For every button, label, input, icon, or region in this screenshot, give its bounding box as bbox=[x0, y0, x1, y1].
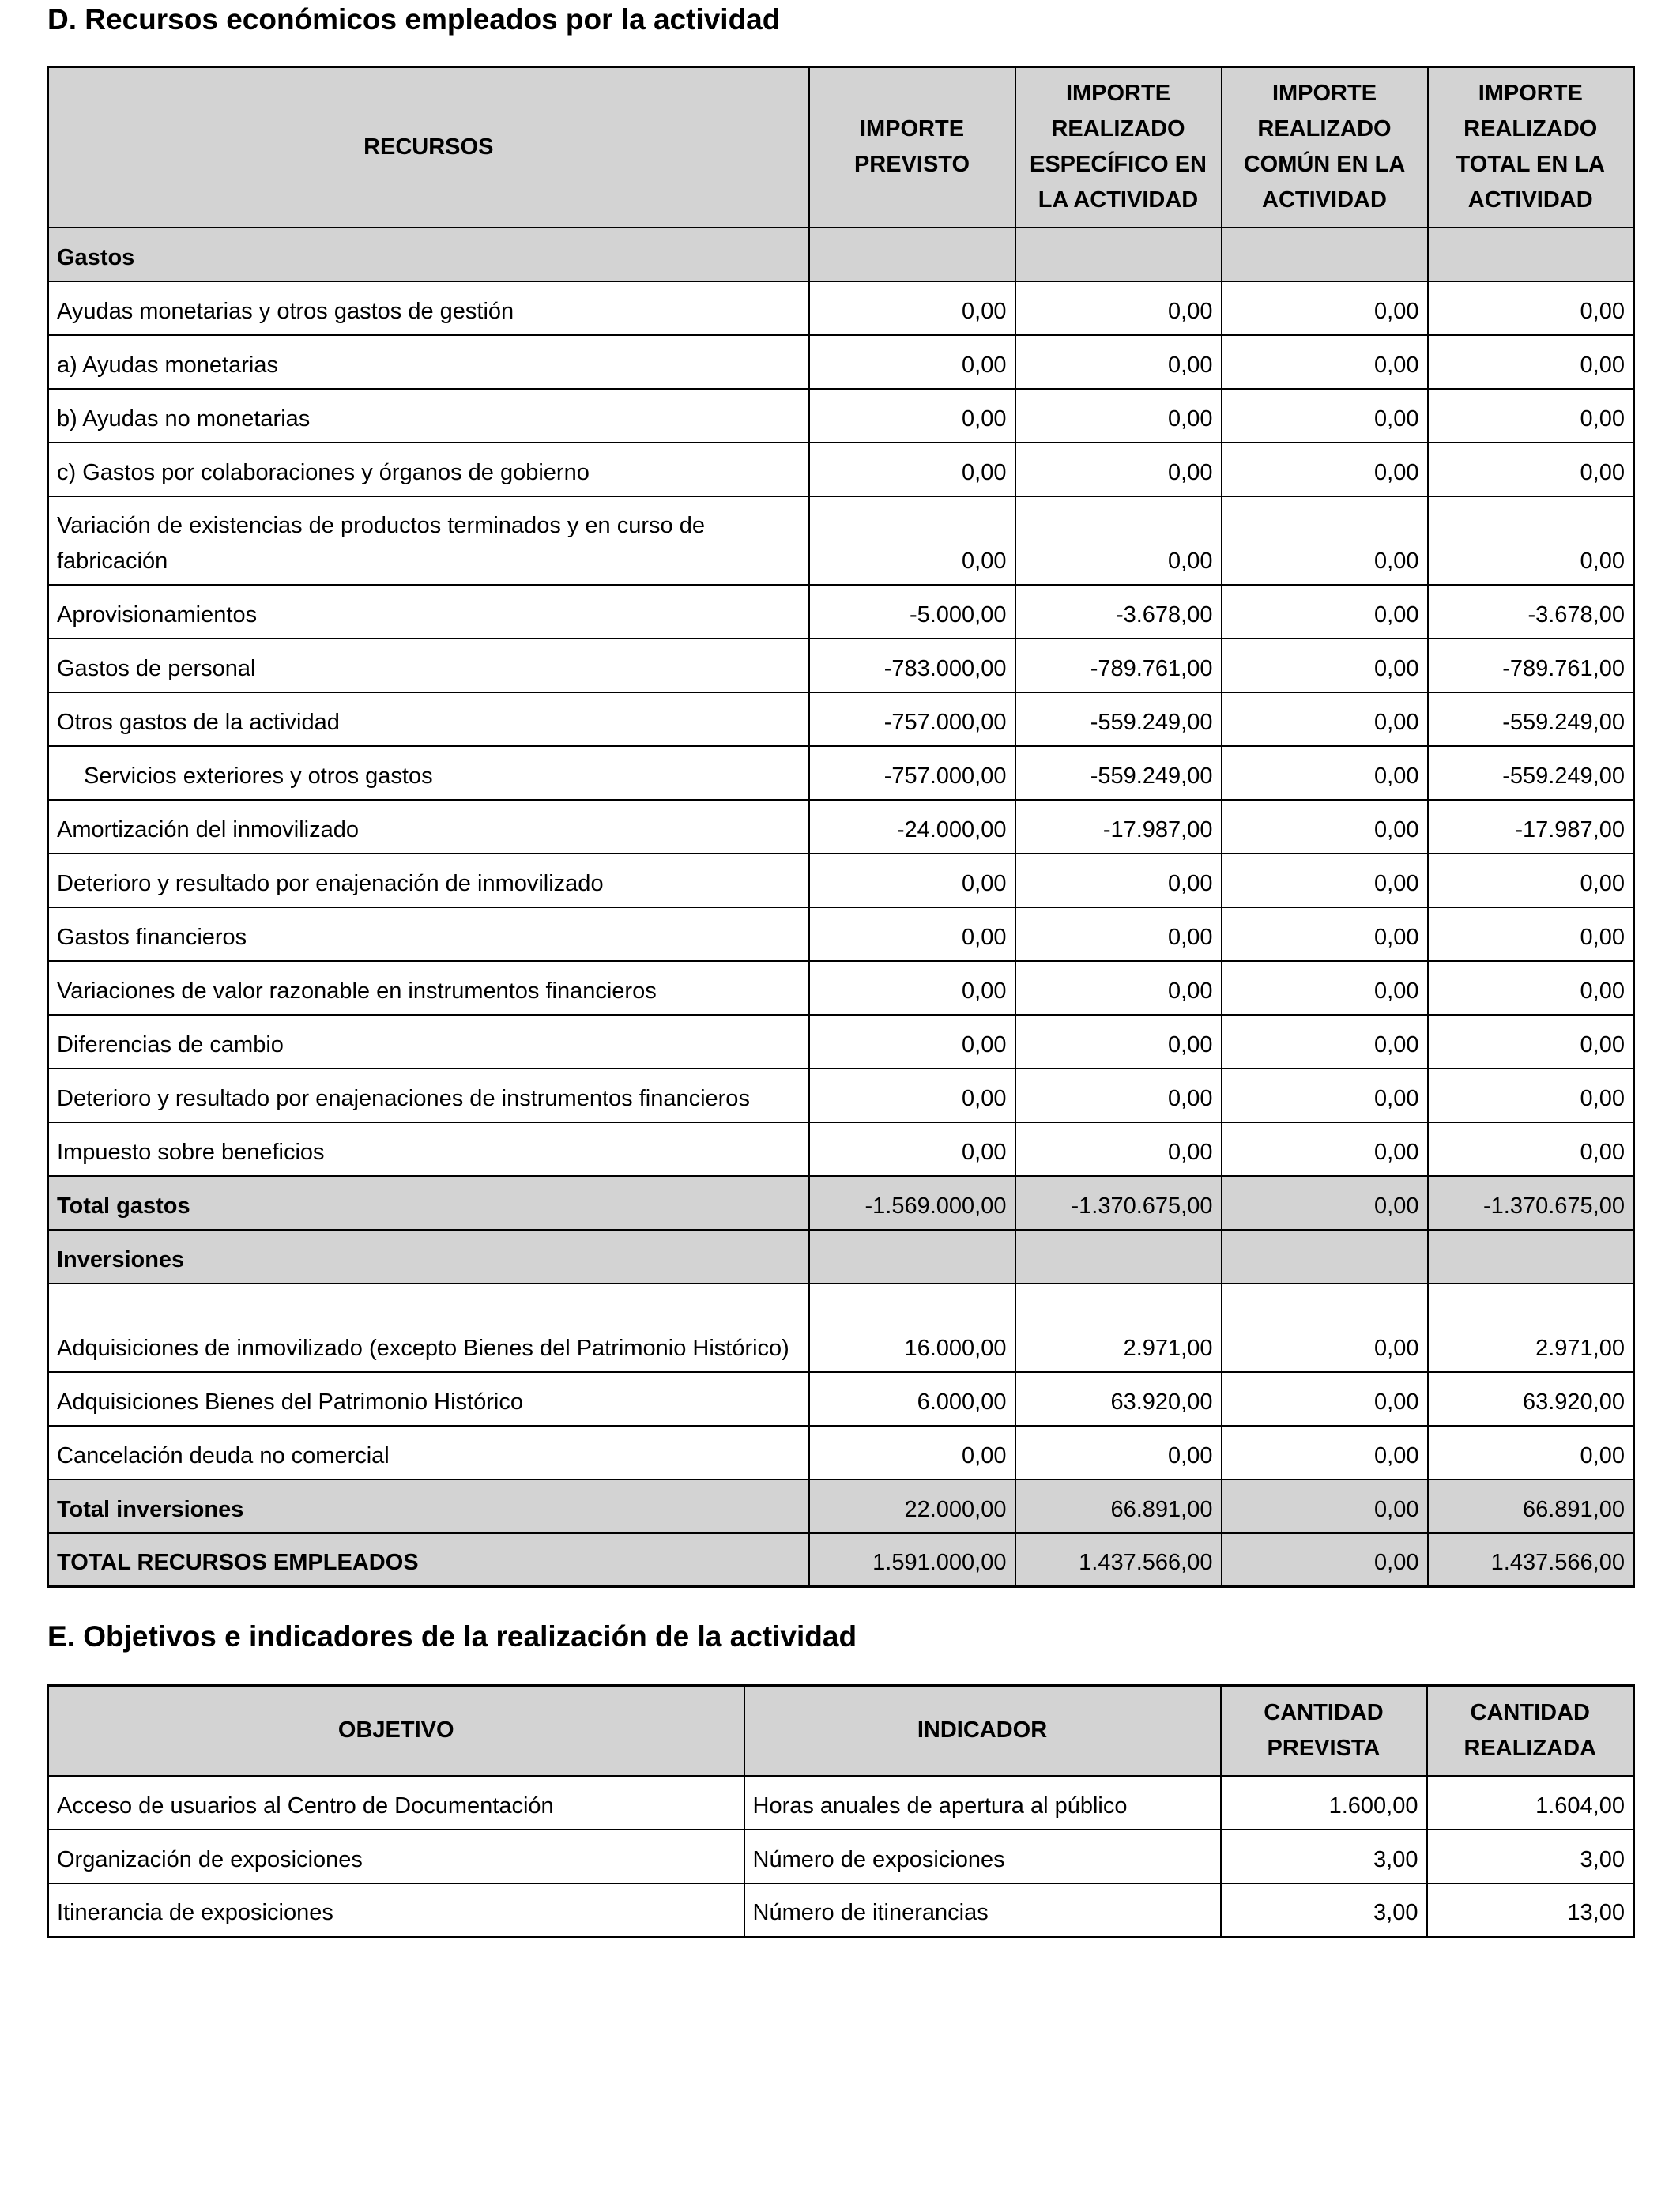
table-row bbox=[48, 1372, 1634, 1426]
objectives-table bbox=[47, 1684, 1635, 1938]
table-row bbox=[48, 335, 1634, 389]
amount-cell: 0,00 bbox=[1222, 1480, 1428, 1533]
amount-cell: 66.891,00 bbox=[1015, 1480, 1222, 1533]
amount-cell: 0,00 bbox=[1222, 1069, 1428, 1122]
table-row bbox=[48, 389, 1634, 443]
amount-cell: 0,00 bbox=[1222, 907, 1428, 961]
amount-cell: -24.000,00 bbox=[809, 800, 1015, 854]
amount-cell: -1.370.675,00 bbox=[1015, 1176, 1222, 1230]
row-label: Adquisiciones Bienes del Patrimonio Histórico bbox=[48, 1372, 809, 1426]
amount-cell: 0,00 bbox=[1015, 1015, 1222, 1069]
row-label: TOTAL RECURSOS EMPLEADOS bbox=[48, 1533, 809, 1587]
row-label: Deterioro y resultado por enajenación de inmovilizado bbox=[48, 854, 809, 907]
table-row bbox=[48, 1069, 1634, 1122]
amount-cell: -559.249,00 bbox=[1015, 746, 1222, 800]
actual-quantity-cell: 1.604,00 bbox=[1427, 1776, 1634, 1830]
amount-cell: 0,00 bbox=[809, 335, 1015, 389]
amount-cell bbox=[1222, 1230, 1428, 1284]
resources-header-row bbox=[48, 67, 1634, 228]
amount-cell: 0,00 bbox=[809, 1015, 1015, 1069]
total-row bbox=[48, 1533, 1634, 1587]
amount-cell bbox=[809, 228, 1015, 281]
amount-cell: 0,00 bbox=[1428, 1122, 1634, 1176]
amount-cell: 0,00 bbox=[1222, 746, 1428, 800]
amount-cell: 0,00 bbox=[809, 907, 1015, 961]
table-row bbox=[48, 961, 1634, 1015]
row-label: a) Ayudas monetarias bbox=[48, 335, 809, 389]
amount-cell: 0,00 bbox=[809, 854, 1015, 907]
amount-cell: 0,00 bbox=[1015, 496, 1222, 585]
amount-cell: 0,00 bbox=[1428, 443, 1634, 496]
row-label: Inversiones bbox=[48, 1230, 809, 1284]
amount-cell: 0,00 bbox=[1015, 1069, 1222, 1122]
table-row bbox=[48, 281, 1634, 335]
amount-cell: 0,00 bbox=[809, 389, 1015, 443]
amount-cell: -1.569.000,00 bbox=[809, 1176, 1015, 1230]
amount-cell: 0,00 bbox=[1015, 335, 1222, 389]
row-label: b) Ayudas no monetarias bbox=[48, 389, 809, 443]
resources-table-body bbox=[48, 228, 1634, 1587]
header-importe-previsto: IMPORTE PREVISTO bbox=[809, 67, 1015, 228]
row-label: Deterioro y resultado por enajenaciones de instrumentos financieros bbox=[48, 1069, 809, 1122]
table-row bbox=[48, 443, 1634, 496]
header-importe-total: IMPORTE REALIZADO TOTAL EN LA ACTIVIDAD bbox=[1428, 67, 1634, 228]
header-importe-especifico: IMPORTE REALIZADO ESPECÍFICO EN LA ACTIVIDAD bbox=[1015, 67, 1222, 228]
amount-cell: -17.987,00 bbox=[1428, 800, 1634, 854]
amount-cell: 0,00 bbox=[1222, 1176, 1428, 1230]
table-row bbox=[48, 692, 1634, 746]
planned-quantity-cell: 3,00 bbox=[1221, 1883, 1427, 1937]
table-row bbox=[48, 1830, 1634, 1883]
amount-cell: 63.920,00 bbox=[1015, 1372, 1222, 1426]
actual-quantity-cell: 3,00 bbox=[1427, 1830, 1634, 1883]
objectives-table-body bbox=[48, 1776, 1634, 1937]
table-row bbox=[48, 639, 1634, 692]
planned-quantity-cell: 3,00 bbox=[1221, 1830, 1427, 1883]
amount-cell: 0,00 bbox=[809, 1122, 1015, 1176]
table-row bbox=[48, 907, 1634, 961]
row-label: Variación de existencias de productos terminados y en curso de fabricación bbox=[48, 496, 809, 585]
amount-cell: 0,00 bbox=[1428, 907, 1634, 961]
header-importe-comun: IMPORTE REALIZADO COMÚN EN LA ACTIVIDAD bbox=[1222, 67, 1428, 228]
header-cantidad-realizada: CANTIDAD REALIZADA bbox=[1427, 1686, 1634, 1776]
amount-cell: -1.370.675,00 bbox=[1428, 1176, 1634, 1230]
total-row bbox=[48, 1176, 1634, 1230]
header-indicador: INDICADOR bbox=[744, 1686, 1221, 1776]
amount-cell: 0,00 bbox=[1222, 639, 1428, 692]
table-row bbox=[48, 1015, 1634, 1069]
indicator-cell: Número de itinerancias bbox=[744, 1883, 1221, 1937]
amount-cell bbox=[1428, 1230, 1634, 1284]
amount-cell: 0,00 bbox=[1222, 1284, 1428, 1372]
amount-cell: 0,00 bbox=[1428, 1426, 1634, 1480]
row-label: Gastos bbox=[48, 228, 809, 281]
row-label: Adquisiciones de inmovilizado (excepto Bienes del Patrimonio Histórico) bbox=[48, 1284, 809, 1372]
amount-cell: 1.437.566,00 bbox=[1015, 1533, 1222, 1587]
objectives-header-row bbox=[48, 1686, 1634, 1776]
row-label: Total gastos bbox=[48, 1176, 809, 1230]
amount-cell bbox=[1222, 228, 1428, 281]
objective-cell: Organización de exposiciones bbox=[48, 1830, 744, 1883]
section-d-title: D. Recursos económicos empleados por la actividad bbox=[47, 3, 781, 36]
row-label: Ayudas monetarias y otros gastos de gestión bbox=[48, 281, 809, 335]
amount-cell: 0,00 bbox=[1015, 1122, 1222, 1176]
row-label: Otros gastos de la actividad bbox=[48, 692, 809, 746]
header-objetivo: OBJETIVO bbox=[48, 1686, 744, 1776]
row-label: Cancelación deuda no comercial bbox=[48, 1426, 809, 1480]
amount-cell: 0,00 bbox=[1428, 1069, 1634, 1122]
row-label: Total inversiones bbox=[48, 1480, 809, 1533]
amount-cell: 0,00 bbox=[1222, 1372, 1428, 1426]
amount-cell bbox=[1015, 228, 1222, 281]
amount-cell: 0,00 bbox=[1222, 854, 1428, 907]
amount-cell: 0,00 bbox=[1015, 1426, 1222, 1480]
section-row bbox=[48, 1230, 1634, 1284]
amount-cell: 0,00 bbox=[809, 961, 1015, 1015]
table-row bbox=[48, 854, 1634, 907]
table-row bbox=[48, 800, 1634, 854]
row-label: c) Gastos por colaboraciones y órganos de gobierno bbox=[48, 443, 809, 496]
amount-cell: -783.000,00 bbox=[809, 639, 1015, 692]
row-label: Amortización del inmovilizado bbox=[48, 800, 809, 854]
amount-cell: 0,00 bbox=[1222, 389, 1428, 443]
amount-cell: 0,00 bbox=[809, 1069, 1015, 1122]
amount-cell: -559.249,00 bbox=[1015, 692, 1222, 746]
table-row bbox=[48, 1122, 1634, 1176]
table-row bbox=[48, 585, 1634, 639]
table-row bbox=[48, 1284, 1634, 1372]
amount-cell: 22.000,00 bbox=[809, 1480, 1015, 1533]
amount-cell: 0,00 bbox=[809, 443, 1015, 496]
indicator-cell: Horas anuales de apertura al público bbox=[744, 1776, 1221, 1830]
amount-cell: 1.591.000,00 bbox=[809, 1533, 1015, 1587]
row-label: Variaciones de valor razonable en instrumentos financieros bbox=[48, 961, 809, 1015]
objective-cell: Acceso de usuarios al Centro de Documentación bbox=[48, 1776, 744, 1830]
amount-cell: 0,00 bbox=[1222, 496, 1428, 585]
amount-cell: 16.000,00 bbox=[809, 1284, 1015, 1372]
planned-quantity-cell: 1.600,00 bbox=[1221, 1776, 1427, 1830]
amount-cell bbox=[809, 1230, 1015, 1284]
amount-cell: 6.000,00 bbox=[809, 1372, 1015, 1426]
row-label: Gastos de personal bbox=[48, 639, 809, 692]
amount-cell: 0,00 bbox=[1222, 281, 1428, 335]
indicator-cell: Número de exposiciones bbox=[744, 1830, 1221, 1883]
amount-cell: 0,00 bbox=[1428, 1015, 1634, 1069]
amount-cell: 0,00 bbox=[1222, 1426, 1428, 1480]
amount-cell: 0,00 bbox=[1222, 443, 1428, 496]
row-label: Servicios exteriores y otros gastos bbox=[48, 746, 809, 800]
amount-cell: -559.249,00 bbox=[1428, 746, 1634, 800]
table-row bbox=[48, 746, 1634, 800]
amount-cell: 63.920,00 bbox=[1428, 1372, 1634, 1426]
amount-cell: 0,00 bbox=[809, 281, 1015, 335]
amount-cell bbox=[1428, 228, 1634, 281]
section-row bbox=[48, 228, 1634, 281]
total-row bbox=[48, 1480, 1634, 1533]
amount-cell: 0,00 bbox=[1428, 389, 1634, 443]
amount-cell: 0,00 bbox=[1222, 961, 1428, 1015]
amount-cell: 0,00 bbox=[1428, 335, 1634, 389]
amount-cell: 0,00 bbox=[809, 496, 1015, 585]
actual-quantity-cell: 13,00 bbox=[1427, 1883, 1634, 1937]
amount-cell: 0,00 bbox=[1222, 335, 1428, 389]
table-row bbox=[48, 1426, 1634, 1480]
amount-cell: 0,00 bbox=[1428, 961, 1634, 1015]
amount-cell: 0,00 bbox=[1015, 961, 1222, 1015]
table-row bbox=[48, 1776, 1634, 1830]
amount-cell: -5.000,00 bbox=[809, 585, 1015, 639]
amount-cell: 0,00 bbox=[1222, 1122, 1428, 1176]
amount-cell: 0,00 bbox=[1428, 496, 1634, 585]
header-recursos: RECURSOS bbox=[48, 67, 809, 228]
table-row bbox=[48, 496, 1634, 585]
objective-cell: Itinerancia de exposiciones bbox=[48, 1883, 744, 1937]
row-label: Aprovisionamientos bbox=[48, 585, 809, 639]
amount-cell: -17.987,00 bbox=[1015, 800, 1222, 854]
amount-cell: 0,00 bbox=[1428, 854, 1634, 907]
amount-cell: 0,00 bbox=[1222, 692, 1428, 746]
row-label: Diferencias de cambio bbox=[48, 1015, 809, 1069]
row-label: Impuesto sobre beneficios bbox=[48, 1122, 809, 1176]
amount-cell: 0,00 bbox=[1222, 800, 1428, 854]
amount-cell: 66.891,00 bbox=[1428, 1480, 1634, 1533]
amount-cell: 0,00 bbox=[1222, 585, 1428, 639]
amount-cell: 0,00 bbox=[1222, 1015, 1428, 1069]
amount-cell: 0,00 bbox=[1015, 281, 1222, 335]
amount-cell: 0,00 bbox=[1015, 389, 1222, 443]
amount-cell: 0,00 bbox=[1015, 907, 1222, 961]
amount-cell: -757.000,00 bbox=[809, 692, 1015, 746]
amount-cell: -789.761,00 bbox=[1015, 639, 1222, 692]
table-row bbox=[48, 1883, 1634, 1937]
amount-cell: 2.971,00 bbox=[1015, 1284, 1222, 1372]
amount-cell: 0,00 bbox=[809, 1426, 1015, 1480]
amount-cell: -757.000,00 bbox=[809, 746, 1015, 800]
amount-cell: 2.971,00 bbox=[1428, 1284, 1634, 1372]
amount-cell: -789.761,00 bbox=[1428, 639, 1634, 692]
amount-cell: -559.249,00 bbox=[1428, 692, 1634, 746]
amount-cell bbox=[1015, 1230, 1222, 1284]
amount-cell: -3.678,00 bbox=[1015, 585, 1222, 639]
amount-cell: 0,00 bbox=[1222, 1533, 1428, 1587]
amount-cell: -3.678,00 bbox=[1428, 585, 1634, 639]
amount-cell: 0,00 bbox=[1428, 281, 1634, 335]
header-cantidad-prevista: CANTIDAD PREVISTA bbox=[1221, 1686, 1427, 1776]
amount-cell: 1.437.566,00 bbox=[1428, 1533, 1634, 1587]
section-e-title: E. Objetivos e indicadores de la realización de la actividad bbox=[47, 1620, 857, 1653]
amount-cell: 0,00 bbox=[1015, 854, 1222, 907]
amount-cell: 0,00 bbox=[1015, 443, 1222, 496]
row-label: Gastos financieros bbox=[48, 907, 809, 961]
resources-table bbox=[47, 66, 1635, 1588]
